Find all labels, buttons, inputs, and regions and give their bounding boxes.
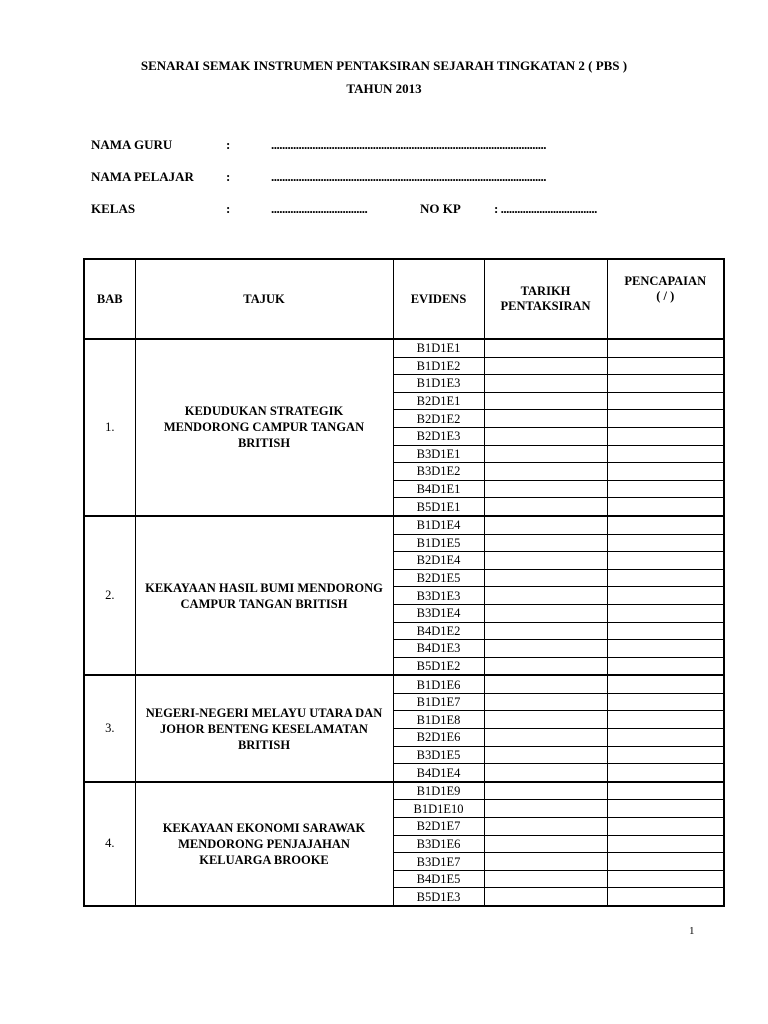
tarikh-pentaksiran-cell[interactable] [484, 729, 607, 747]
tarikh-pentaksiran-cell[interactable] [484, 552, 607, 570]
nama-guru-colon: : [226, 137, 231, 152]
tarikh-pentaksiran-cell[interactable] [484, 640, 607, 658]
tarikh-pentaksiran-cell[interactable] [484, 339, 607, 357]
tarikh-pentaksiran-cell[interactable] [484, 835, 607, 853]
evidens-code: B1D1E10 [393, 800, 484, 818]
tarikh-pentaksiran-cell[interactable] [484, 693, 607, 711]
evidens-code: B1D1E2 [393, 357, 484, 375]
tarikh-pentaksiran-cell[interactable] [484, 375, 607, 393]
tarikh-pentaksiran-cell[interactable] [484, 498, 607, 516]
document-title: SENARAI SEMAK INSTRUMEN PENTAKSIRAN SEJARAH TINGKATAN 2 ( PBS ) [140, 58, 628, 73]
pencapaian-cell[interactable] [607, 498, 724, 516]
tarikh-pentaksiran-cell[interactable] [484, 853, 607, 871]
tarikh-pentaksiran-cell[interactable] [484, 657, 607, 675]
nama-guru-field[interactable]: .................................................................................................... [271, 137, 546, 152]
tarikh-pentaksiran-cell[interactable] [484, 357, 607, 375]
header-pencapaian-line1: PENCAPAIAN [624, 274, 707, 288]
evidens-code: B1D1E1 [393, 339, 484, 357]
pencapaian-cell[interactable] [607, 339, 724, 357]
evidens-code: B2D1E2 [393, 410, 484, 428]
tarikh-pentaksiran-cell[interactable] [484, 569, 607, 587]
bab-number: 1. [84, 339, 135, 516]
nama-pelajar-field[interactable]: .................................................................................................... [271, 169, 546, 184]
tarikh-pentaksiran-cell[interactable] [484, 888, 607, 906]
kelas-colon: : [226, 201, 231, 216]
evidens-code: B3D1E1 [393, 445, 484, 463]
pencapaian-cell[interactable] [607, 392, 724, 410]
checklist-table [83, 258, 725, 907]
tarikh-pentaksiran-cell[interactable] [484, 782, 607, 800]
pencapaian-cell[interactable] [607, 870, 724, 888]
evidens-code: B3D1E2 [393, 463, 484, 481]
pencapaian-cell[interactable] [607, 888, 724, 906]
tarikh-pentaksiran-cell[interactable] [484, 800, 607, 818]
pencapaian-cell[interactable] [607, 569, 724, 587]
tarikh-pentaksiran-cell[interactable] [484, 622, 607, 640]
evidens-code: B4D1E4 [393, 764, 484, 782]
evidens-code: B5D1E1 [393, 498, 484, 516]
evidens-code: B1D1E3 [393, 375, 484, 393]
evidens-code: B3D1E6 [393, 835, 484, 853]
pencapaian-cell[interactable] [607, 587, 724, 605]
pencapaian-cell[interactable] [607, 800, 724, 818]
header-tarikh-line1: TARIKH [520, 284, 571, 298]
header-pencapaian-line2: ( / ) [656, 289, 675, 303]
evidens-code: B3D1E3 [393, 587, 484, 605]
evidens-code: B4D1E1 [393, 480, 484, 498]
pencapaian-cell[interactable] [607, 445, 724, 463]
table-row [84, 516, 724, 534]
tarikh-pentaksiran-cell[interactable] [484, 604, 607, 622]
pencapaian-cell[interactable] [607, 410, 724, 428]
evidens-code: B1D1E5 [393, 534, 484, 552]
evidens-code: B2D1E1 [393, 392, 484, 410]
pencapaian-cell[interactable] [607, 604, 724, 622]
evidens-code: B2D1E7 [393, 818, 484, 836]
pencapaian-cell[interactable] [607, 693, 724, 711]
pencapaian-cell[interactable] [607, 764, 724, 782]
pencapaian-cell[interactable] [607, 657, 724, 675]
evidens-code: B2D1E6 [393, 729, 484, 747]
evidens-code: B3D1E4 [393, 604, 484, 622]
pencapaian-cell[interactable] [607, 552, 724, 570]
tajuk-title: KEKAYAAN EKONOMI SARAWAK MENDORONG PENJAJAHAN KELUARGA BROOKE [135, 782, 393, 906]
tarikh-pentaksiran-cell[interactable] [484, 746, 607, 764]
tarikh-pentaksiran-cell[interactable] [484, 480, 607, 498]
table-row [84, 339, 724, 357]
tarikh-pentaksiran-cell[interactable] [484, 463, 607, 481]
evidens-code: B1D1E4 [393, 516, 484, 534]
nama-guru-label: NAMA GURU [91, 137, 173, 152]
pencapaian-cell[interactable] [607, 427, 724, 445]
evidens-code: B1D1E9 [393, 782, 484, 800]
header-evidens: EVIDENS [393, 259, 484, 339]
evidens-code: B5D1E2 [393, 657, 484, 675]
tarikh-pentaksiran-cell[interactable] [484, 764, 607, 782]
tarikh-pentaksiran-cell[interactable] [484, 675, 607, 693]
pencapaian-cell[interactable] [607, 818, 724, 836]
pencapaian-cell[interactable] [607, 516, 724, 534]
nama-pelajar-label: NAMA PELAJAR [91, 169, 194, 184]
nama-pelajar-colon: : [226, 169, 231, 184]
bab-number: 4. [84, 782, 135, 906]
pencapaian-cell[interactable] [607, 480, 724, 498]
no-kp-field[interactable]: : ................................... [494, 201, 597, 216]
table-row [84, 675, 724, 693]
kelas-label: KELAS [91, 201, 136, 216]
pencapaian-cell[interactable] [607, 375, 724, 393]
document-year: TAHUN 2013 [346, 81, 422, 96]
pencapaian-cell[interactable] [607, 729, 724, 747]
evidens-code: B1D1E8 [393, 711, 484, 729]
tajuk-title: NEGERI-NEGERI MELAYU UTARA DAN JOHOR BENTENG KESELAMATAN BRITISH [135, 675, 393, 782]
tajuk-title: KEKAYAAN HASIL BUMI MENDORONG CAMPUR TANGAN BRITISH [135, 516, 393, 675]
tarikh-pentaksiran-cell[interactable] [484, 410, 607, 428]
evidens-code: B4D1E5 [393, 870, 484, 888]
kelas-field[interactable]: ................................... [271, 201, 368, 216]
pencapaian-cell[interactable] [607, 853, 724, 871]
bab-number: 3. [84, 675, 135, 782]
evidens-code: B3D1E5 [393, 746, 484, 764]
table-body [84, 339, 724, 906]
tarikh-pentaksiran-cell[interactable] [484, 587, 607, 605]
pencapaian-cell[interactable] [607, 835, 724, 853]
evidens-code: B4D1E2 [393, 622, 484, 640]
tajuk-title: KEDUDUKAN STRATEGIK MENDORONG CAMPUR TANGAN BRITISH [135, 339, 393, 516]
tarikh-pentaksiran-cell[interactable] [484, 818, 607, 836]
evidens-code: B4D1E3 [393, 640, 484, 658]
evidens-code: B2D1E5 [393, 569, 484, 587]
tarikh-pentaksiran-cell[interactable] [484, 392, 607, 410]
evidens-code: B1D1E7 [393, 693, 484, 711]
pencapaian-cell[interactable] [607, 782, 724, 800]
table-row [84, 782, 724, 800]
page-number: 1 [689, 925, 695, 937]
pencapaian-cell[interactable] [607, 640, 724, 658]
header-tarikh-line2: PENTAKSIRAN [500, 299, 591, 313]
tarikh-pentaksiran-cell[interactable] [484, 427, 607, 445]
pencapaian-cell[interactable] [607, 746, 724, 764]
pencapaian-cell[interactable] [607, 357, 724, 375]
pencapaian-cell[interactable] [607, 675, 724, 693]
tarikh-pentaksiran-cell[interactable] [484, 711, 607, 729]
tarikh-pentaksiran-cell[interactable] [484, 870, 607, 888]
pencapaian-cell[interactable] [607, 711, 724, 729]
bab-number: 2. [84, 516, 135, 675]
evidens-code: B2D1E3 [393, 427, 484, 445]
evidens-code: B2D1E4 [393, 552, 484, 570]
pencapaian-cell[interactable] [607, 622, 724, 640]
header-tarikh-pentaksiran [484, 259, 607, 339]
evidens-code: B3D1E7 [393, 853, 484, 871]
evidens-code: B5D1E3 [393, 888, 484, 906]
header-tajuk: TAJUK [135, 259, 393, 339]
evidens-code: B1D1E6 [393, 675, 484, 693]
header-pencapaian [607, 259, 724, 339]
pencapaian-cell[interactable] [607, 534, 724, 552]
table-header-row [84, 259, 724, 339]
no-kp-label: NO KP [420, 201, 461, 216]
header-bab: BAB [84, 259, 135, 339]
tarikh-pentaksiran-cell[interactable] [484, 445, 607, 463]
pencapaian-cell[interactable] [607, 463, 724, 481]
tarikh-pentaksiran-cell[interactable] [484, 516, 607, 534]
tarikh-pentaksiran-cell[interactable] [484, 534, 607, 552]
